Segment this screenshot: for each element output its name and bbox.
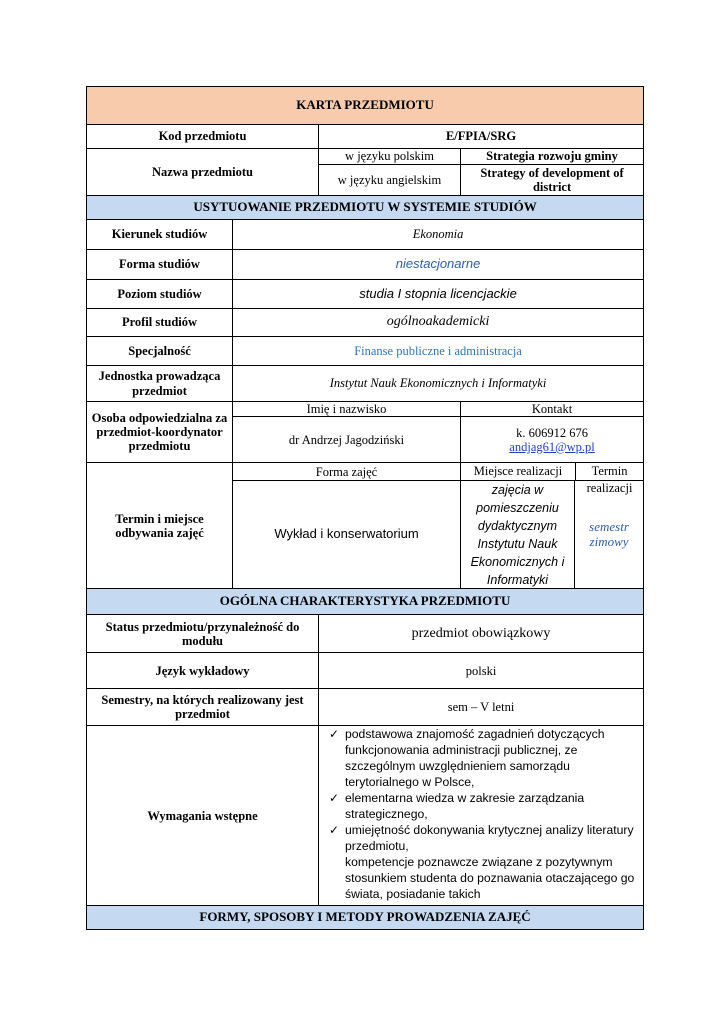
jednostka-value: Instytut Nauk Ekonomicznych i Informatyki bbox=[233, 366, 644, 402]
checkmark-icon: ✓ bbox=[329, 791, 340, 806]
nazwa-label: Nazwa przedmiotu bbox=[87, 149, 319, 196]
semestry-value: sem – V letni bbox=[319, 689, 644, 726]
kod-label: Kod przedmiotu bbox=[87, 125, 319, 149]
forma-value: niestacjonarne bbox=[233, 250, 644, 280]
forma-label: Forma studiów bbox=[87, 250, 233, 280]
course-card-table bbox=[86, 86, 644, 930]
wymagania-list bbox=[327, 726, 639, 902]
wymagania-label: Wymagania wstępne bbox=[87, 726, 319, 906]
nazwa-en-label: w języku angielskim bbox=[319, 165, 461, 196]
termin-forma-header: Forma zajęć bbox=[233, 463, 461, 481]
semestry-label: Semestry, na których realizowany jest przedmiot bbox=[87, 689, 319, 726]
osoba-name: dr Andrzej Jagodziński bbox=[233, 417, 461, 463]
nazwa-pl-label: w języku polskim bbox=[319, 149, 461, 165]
termin-details bbox=[461, 481, 644, 589]
checkmark-icon: ✓ bbox=[329, 823, 340, 838]
card-title: KARTA PRZEDMIOTU bbox=[87, 87, 644, 125]
section-usytuowanie: USYTUOWANIE PRZEDMIOTU W SYSTEMIE STUDIÓW bbox=[87, 196, 644, 220]
osoba-contact bbox=[461, 417, 644, 463]
specjalnosc-label: Specjalność bbox=[87, 337, 233, 366]
termin-miejsce: zajęcia w pomieszczeniu dydaktycznym Instytutu Nauk Ekonomicznych i Informatyki bbox=[461, 481, 575, 588]
osoba-phone: k. 606912 676 bbox=[516, 425, 588, 440]
osoba-email-link[interactable]: andjag61@wp.pl bbox=[509, 439, 595, 454]
list-item: ✓ elementarna wiedza w zakresie zarządzania strategicznego, bbox=[329, 791, 585, 822]
nazwa-en-value: Strategy of development of district bbox=[461, 165, 644, 196]
osoba-name-header: Imię i nazwisko bbox=[233, 402, 461, 417]
jednostka-label: Jednostka prowadząca przedmiot bbox=[87, 366, 233, 402]
wymagania-extra: kompetencje poznawcze związane z pozytywnym stosunkiem studenta do poznawania otaczającego go świata, posiadanie takich bbox=[345, 855, 635, 902]
termin-forma: Wykład i konserwatorium bbox=[233, 481, 461, 589]
poziom-label: Poziom studiów bbox=[87, 280, 233, 309]
osoba-label: Osoba odpowiedzialna za przedmiot-koordynator przedmiotu bbox=[87, 402, 233, 463]
kod-value: E/FPIA/SRG bbox=[319, 125, 644, 149]
section-formy: FORMY, SPOSOBY I METODY PROWADZENIA ZAJĘĆ bbox=[87, 906, 644, 930]
status-label: Status przedmiotu/przynależność do modułu bbox=[87, 615, 319, 653]
section-ogolna: OGÓLNA CHARAKTERYSTYKA PRZEDMIOTU bbox=[87, 589, 644, 615]
course-card bbox=[86, 86, 643, 930]
jezyk-value: polski bbox=[319, 653, 644, 689]
kierunek-label: Kierunek studiów bbox=[87, 220, 233, 250]
termin-subheaders bbox=[461, 463, 644, 496]
status-value: przedmiot obowiązkowy bbox=[319, 615, 644, 653]
jezyk-label: Język wykładowy bbox=[87, 653, 319, 689]
profil-value: ogólnoakademicki bbox=[233, 309, 644, 337]
list-item: ✓ podstawowa znajomość zagadnień dotyczących funkcjonowania administracji publicznej, ze szczególnym uwzględnieniem samorządu terytorialnego w Polsce, bbox=[329, 727, 605, 790]
termin-label: Termin i miejsce odbywania zajęć bbox=[87, 463, 233, 589]
wymagania-content bbox=[319, 726, 644, 906]
termin-miejsce-header: Miejsce realizacji bbox=[461, 463, 576, 480]
list-item: ✓ umiejętność dokonywania krytycznej analizy literatury przedmiotu, bbox=[329, 823, 634, 854]
poziom-value: studia I stopnia licencjackie bbox=[233, 280, 644, 309]
nazwa-pl-value: Strategia rozwoju gminy bbox=[461, 149, 644, 165]
specjalnosc-value: Finanse publiczne i administracja bbox=[233, 337, 644, 366]
osoba-contact-header: Kontakt bbox=[461, 402, 644, 417]
termin-termin-header: Termin realizacji bbox=[586, 464, 633, 496]
termin-termin: semestr zimowy bbox=[589, 518, 629, 549]
profil-label: Profil studiów bbox=[87, 309, 233, 337]
kierunek-value: Ekonomia bbox=[233, 220, 644, 250]
checkmark-icon: ✓ bbox=[329, 727, 340, 742]
